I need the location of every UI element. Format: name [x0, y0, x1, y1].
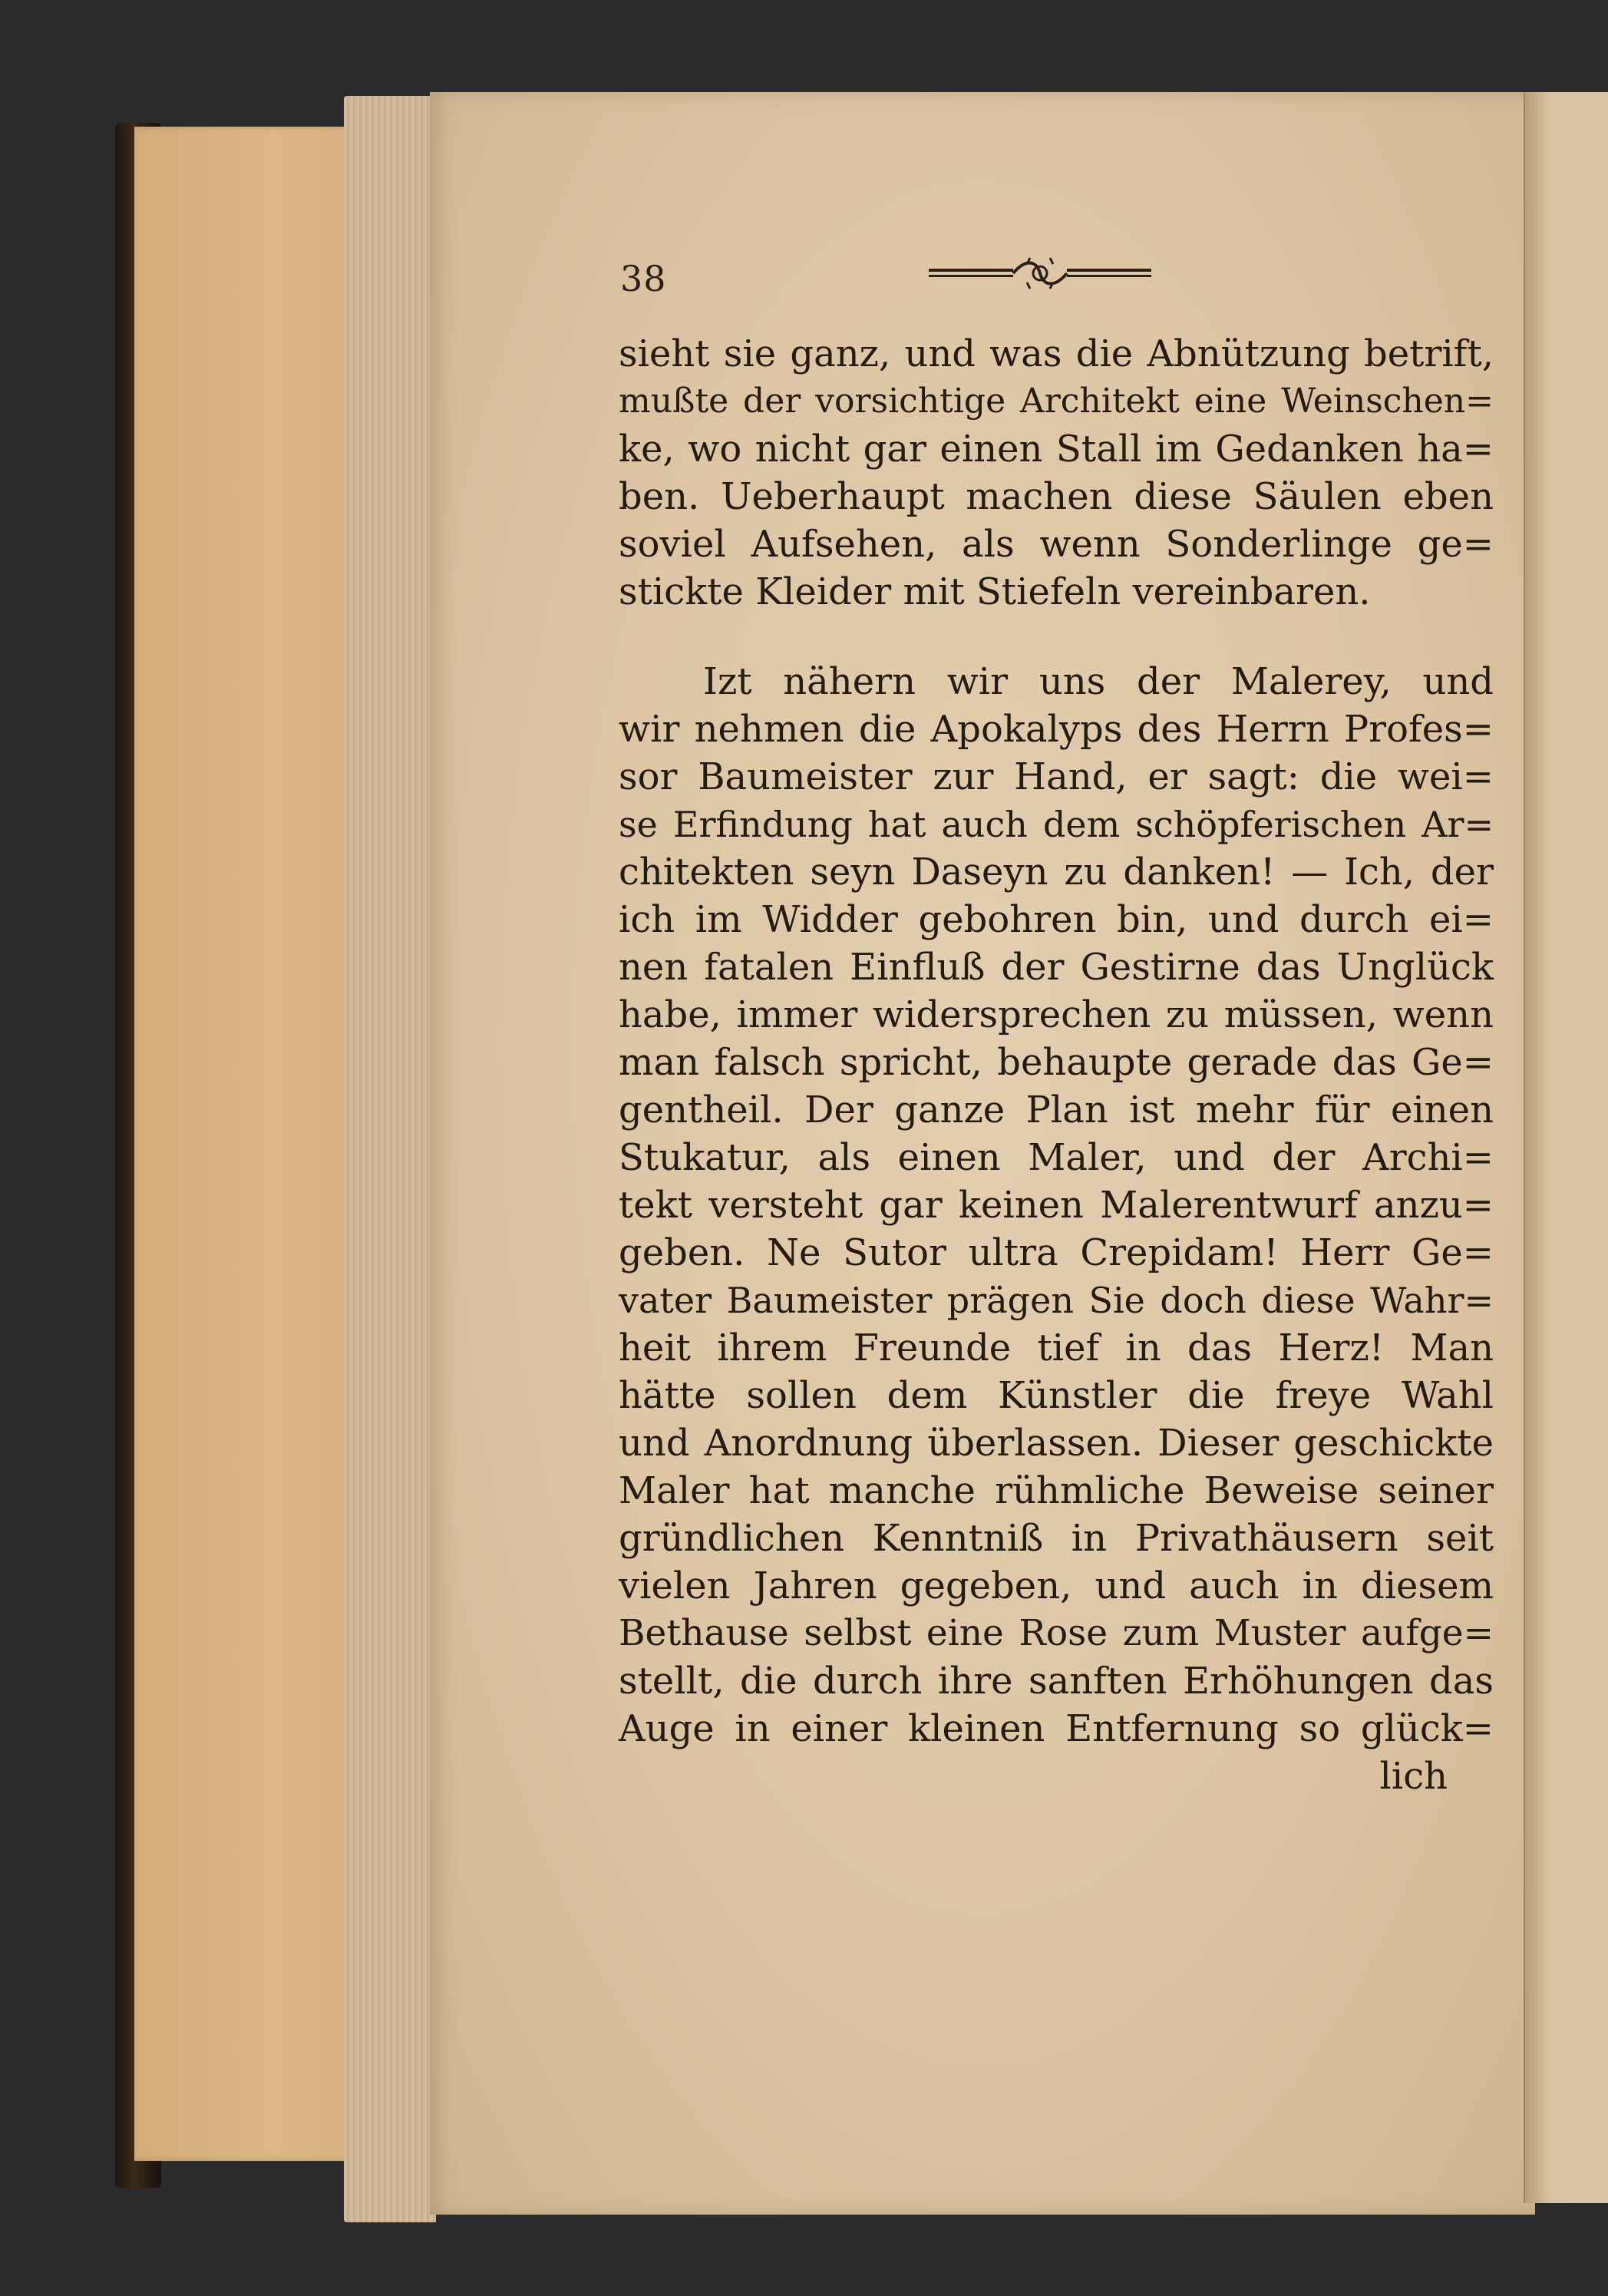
text-line: hätte sollen dem Künstler die freye Wahl [619, 1374, 1494, 1417]
text-line: soviel Aufsehen, als wenn Sonderlinge ge= [619, 523, 1494, 566]
catchword: lich [1379, 1755, 1448, 1798]
text-line: habe, immer widersprechen zu müssen, wenn [619, 993, 1494, 1036]
text-line: chitekten seyn Daseyn zu danken! — Ich, der [619, 851, 1494, 894]
text-line: gentheil. Der ganze Plan ist mehr für einen [619, 1089, 1494, 1131]
paragraph-1 [619, 330, 1494, 616]
text-line: nen fatalen Einfluß der Gestirne das Unglück [619, 946, 1494, 989]
right-page-sliver [1524, 92, 1608, 2203]
text-line: gründlichen Kenntniß in Privathäusern seit [619, 1517, 1494, 1560]
text-line: ke, wo nicht gar einen Stall im Gedanken ha= [619, 428, 1494, 471]
text-line: stickte Kleider mit Stiefeln vereinbaren. [619, 570, 1371, 613]
text-line: sieht sie ganz, und was die Abnützung betrift, [619, 332, 1494, 375]
text-line: Maler hat manche rühmliche Beweise seiner [619, 1469, 1494, 1512]
body-text [619, 330, 1494, 1800]
paragraph-gap [619, 616, 1494, 658]
text-line: mußte der vorsichtige Architekt eine Weinschen= [619, 382, 1494, 421]
ornament-rule-icon [929, 253, 1151, 292]
text-line: vater Baumeister prägen Sie doch diese Wahr= [619, 1280, 1494, 1321]
text-line: man falsch spricht, behaupte gerade das Ge= [619, 1041, 1494, 1084]
text-line: und Anordnung überlassen. Dieser geschickte [619, 1422, 1494, 1465]
page-number: 38 [620, 258, 667, 299]
text-line: Izt nähern wir uns der Malerey, und [703, 660, 1494, 703]
page-edges [344, 96, 436, 2222]
text-line: stellt, die durch ihre sanften Erhöhungen das [619, 1660, 1494, 1703]
text-line: ich im Widder gebohren bin, und durch ei= [619, 898, 1494, 941]
text-line: wir nehmen die Apokalyps des Herrn Profes= [619, 708, 1494, 751]
text-line: tekt versteht gar keinen Malerentwurf anzu= [619, 1184, 1494, 1227]
text-line: ben. Ueberhaupt machen diese Säulen eben [619, 475, 1494, 518]
text-line: vielen Jahren gegeben, und auch in diesem [619, 1564, 1494, 1607]
left-page-block [134, 127, 365, 2161]
text-line: Stukatur, als einen Maler, und der Archi= [619, 1136, 1494, 1179]
text-line: Auge in einer kleinen Entfernung so glück= [619, 1707, 1494, 1750]
text-line: Bethause selbst eine Rose zum Muster aufge= [619, 1612, 1494, 1654]
text-line: sor Baumeister zur Hand, er sagt: die wei= [619, 755, 1494, 798]
text-line: heit ihrem Freunde tief in das Herz! Man [619, 1326, 1494, 1369]
paragraph-2 [619, 658, 1494, 1753]
text-line: se Erfindung hat auch dem schöpferischen Ar= [619, 804, 1494, 845]
text-line: geben. Ne Sutor ultra Crepidam! Herr Ge= [619, 1231, 1494, 1274]
